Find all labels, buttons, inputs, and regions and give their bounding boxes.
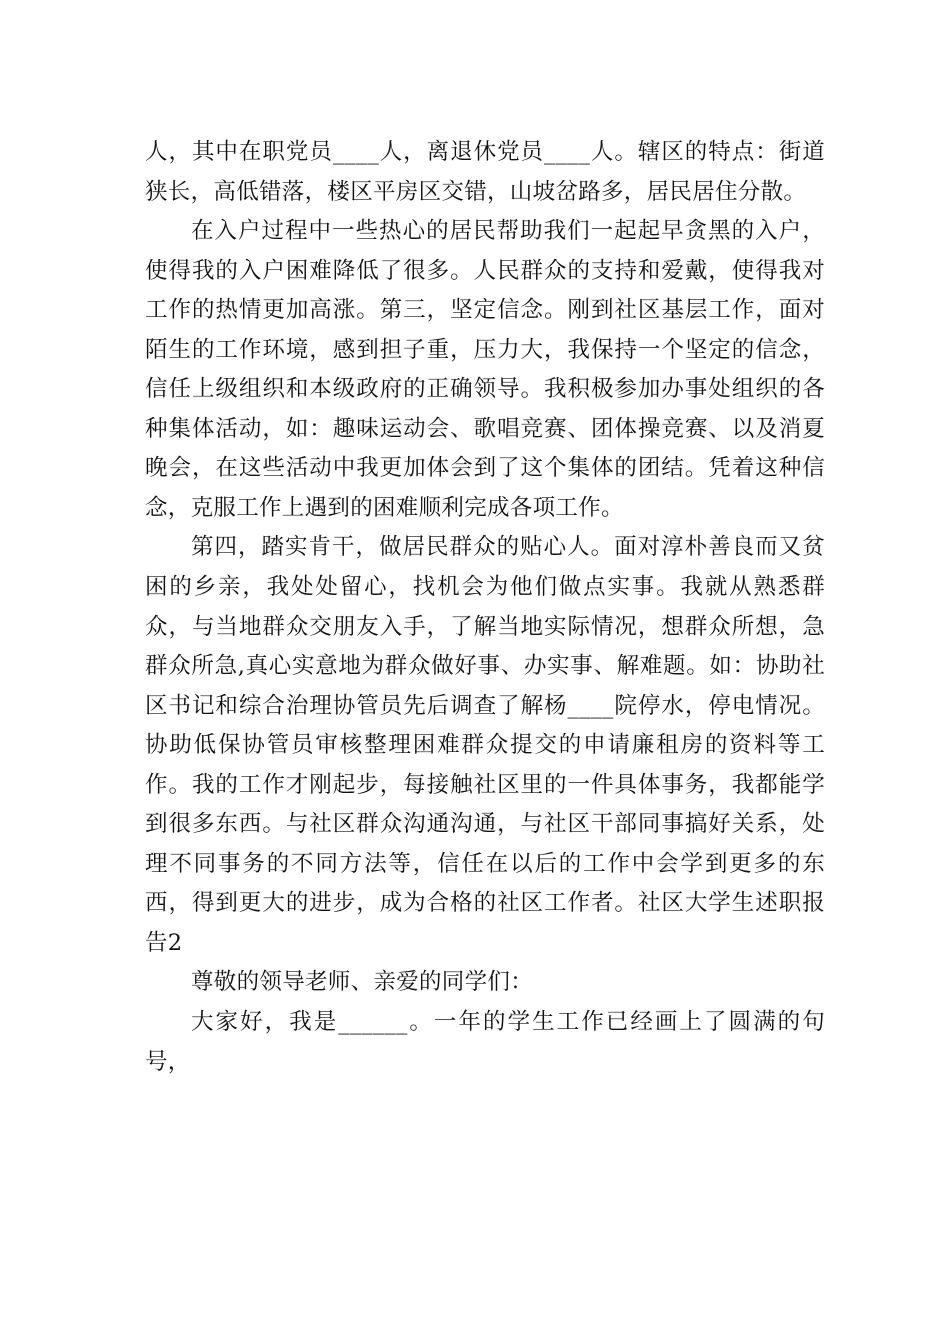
paragraph-greeting: 大家好，我是______。一年的学生工作已经画上了圆满的句号，	[145, 1009, 825, 1075]
paragraph-party-members: 人，其中在职党员____人，离退休党员____人。辖区的特点：街道狭长，高低错落，楼区平房区交错，山坡岔路多，居民居住分散。	[145, 139, 825, 205]
paragraph-fourth-point: 第四，踏实肯干，做居民群众的贴心人。面对淳朴善良而又贫困的乡亲，我处处留心，找机会为他们做点实事。我就从熟悉群众，与当地群众交朋友入手，了解当地实际情况，想群众所想，急群众所急,真心实意地为群众做好事、办实事、解难题。如：协助社区书记和综合治理协管员先后调查了解杨____院停水，停电情况。协助低保协管员审核整理困难群众提交的申请廉租房的资料等工作。我的工作才刚起步，每接触社区里的一件具体事务，我都能学到很多东西。与社区群众沟通沟通，与社区干部同事搞好关系，处理不同事务的不同方法等，信任在以后的工作中会学到更多的东西，得到更大的进步，成为合格的社区工作者。社区大学生述职报告2	[145, 534, 825, 956]
paragraph-household-visits: 在入户过程中一些热心的居民帮助我们一起起早贪黑的入户，使得我的入户困难降低了很多。人民群众的支持和爱戴，使得我对工作的热情更加高涨。第三，坚定信念。刚到社区基层工作，面对陌生的工作环境，感到担子重，压力大，我保持一个坚定的信念，信任上级组织和本级政府的正确领导。我积极参加办事处组织的各种集体活动，如：趣味运动会、歌唱竞赛、团体操竞赛、以及消夏晚会，在这些活动中我更加体会到了这个集体的团结。凭着这种信念，克服工作上遇到的困难顺利完成各项工作。	[145, 218, 825, 521]
document-body	[145, 133, 825, 1082]
paragraph-salutation: 尊敬的领导老师、亲爱的同学们：	[191, 969, 534, 996]
